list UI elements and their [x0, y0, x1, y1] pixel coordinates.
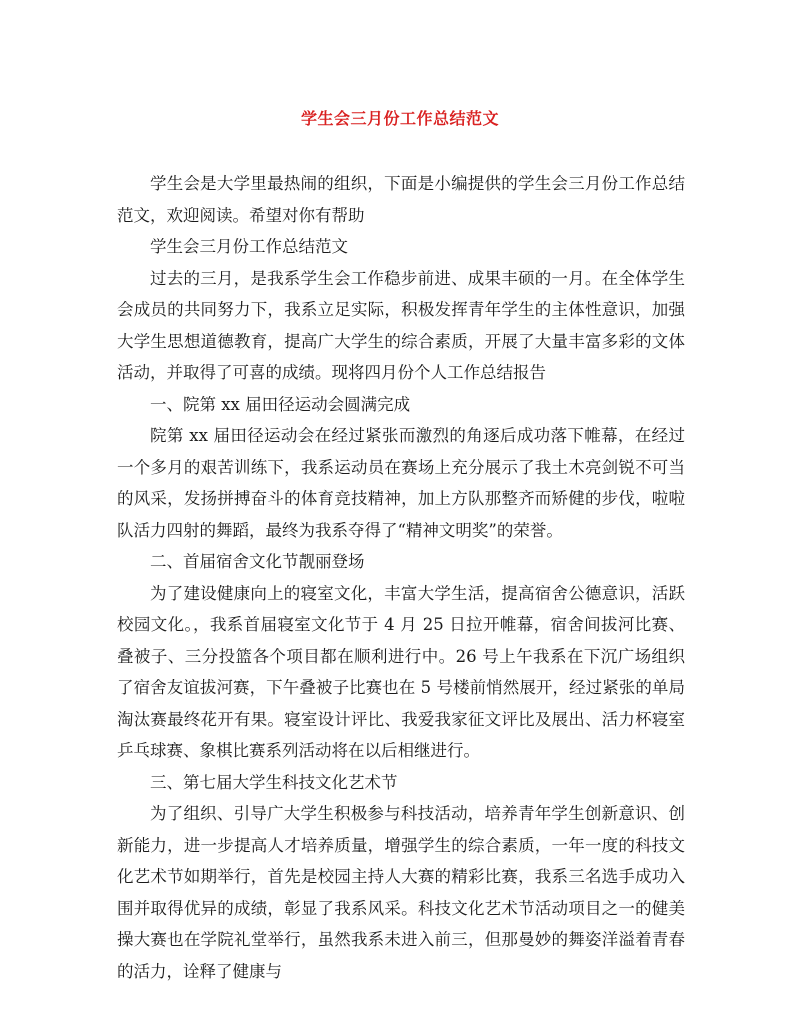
section-heading-1: 一、院第 xx 届田径运动会圆满完成 [150, 394, 411, 414]
overview-paragraph: 过去的三月，是我系学生会工作稳步前进、成果丰硕的一月。在全体学生会成员的共同努力下，我系立足实际，积极发挥青年学生的主体性意识，加强大学生思想道德教育，提高广大学生的综合素质，开展了大量丰富多彩的文体活动，并取得了可喜的成绩。现将四月份个人工作总结报告 [117, 268, 685, 382]
section-body-1: 院第 xx 届田径运动会在经过紧张而激烈的角逐后成功落下帷幕，在经过一个多月的艰苦训练下，我系运动员在赛场上充分展示了我土木亮剑锐不可当的风采，发扬拼搏奋斗的体育竞技精神，加上方队那整齐而矫健的步伐，啦啦队活力四射的舞蹈，最终为我系夺得了“精神文明奖”的荣誉。 [117, 426, 685, 540]
intro-paragraph: 学生会是大学里最热闹的组织，下面是小编提供的学生会三月份工作总结范文，欢迎阅读。希望对你有帮助 [117, 174, 685, 225]
document-body [117, 168, 685, 987]
section-body-3: 为了组织、引导广大学生积极参与科技活动，培养青年学生创新意识、创新能力，进一步提高人才培养质量，增强学生的综合素质，一年一度的科技文化艺术节如期举行，首先是校园主持人大赛的精彩比赛，我系三名选手成功入围并取得优异的成绩，彰显了我系风采。科技文化艺术节活动项目之一的健美操大赛也在学院礼堂举行，虽然我系未进入前三，但那曼妙的舞姿洋溢着青春的活力，诠释了健康与 [117, 804, 685, 981]
section-heading-2: 二、首届宿舍文化节靓丽登场 [150, 552, 365, 571]
document-title: 学生会三月份工作总结范文 [300, 109, 499, 128]
subtitle-paragraph: 学生会三月份工作总结范文 [150, 237, 348, 256]
section-body-2: 为了建设健康向上的寝室文化，丰富大学生活，提高宿舍公德意识，活跃校园文化。，我系首届寝室文化节于 4 月 25 日拉开帷幕，宿舍间拔河比赛、叠被子、三分投篮各个项目都在顺利进行中。26 号上午我系在下沉广场组织了宿舍友谊拔河赛，下午叠被子比赛也在 5 号楼前悄然展开，经过紧张的单局淘汰赛最终花开有果。寝室设计评比、我爱我家征文评比及展出、活力杯寝室乒乓球赛、象棋比赛系列活动将在以后相继进行。 [117, 583, 685, 760]
section-heading-3: 三、第七届大学生科技文化艺术节 [150, 772, 398, 792]
